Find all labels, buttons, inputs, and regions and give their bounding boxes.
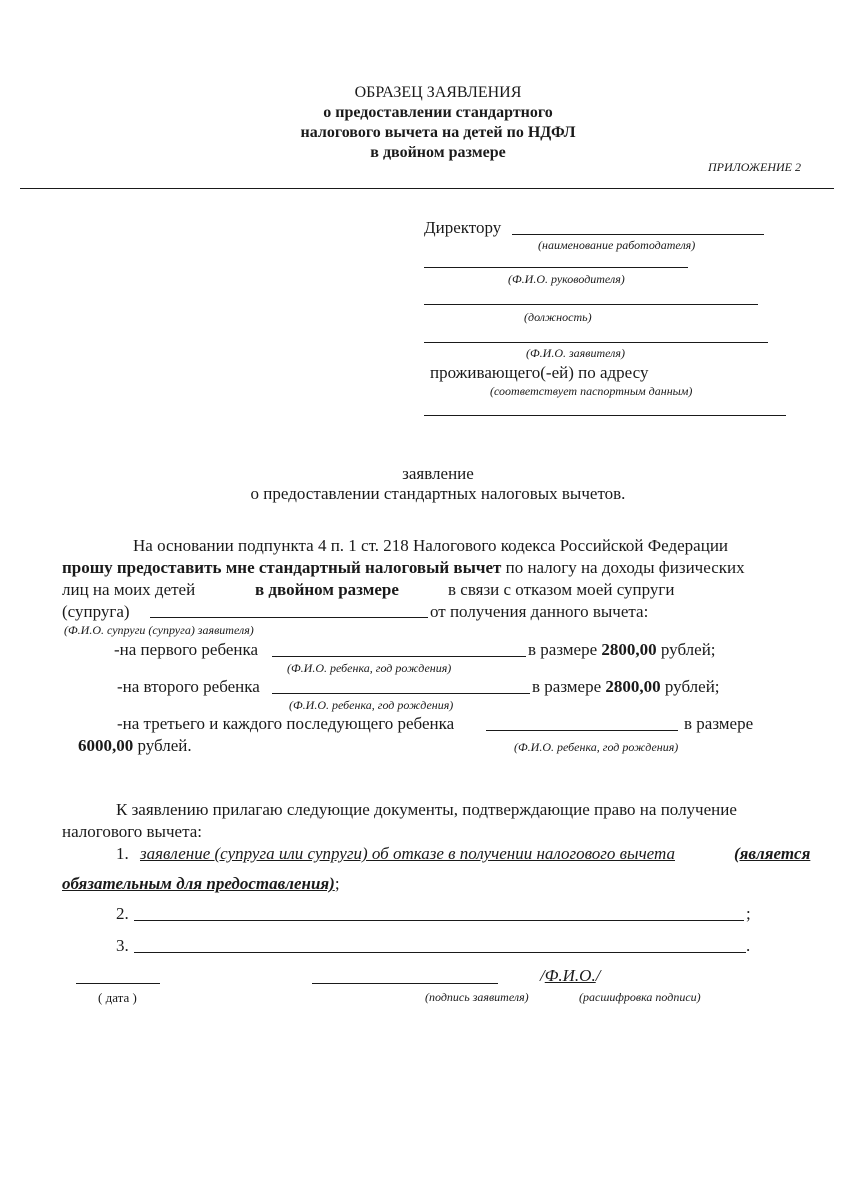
child1-label: -на первого ребенка <box>114 640 259 659</box>
spouse-name-field[interactable] <box>150 617 428 618</box>
child3-hint: (Ф.И.О. ребенка, год рождения) <box>514 740 679 754</box>
body-line-2 <box>62 558 745 578</box>
signature-hint: (подпись заявителя) <box>425 990 529 1004</box>
signature-fio: Ф.И.О. <box>544 966 596 985</box>
child3-label: -на третьего и каждого последующего ребенка <box>117 714 455 733</box>
body-line-3-a: лиц на моих детей <box>62 580 196 599</box>
body-line-4-a: (супруга) <box>62 602 130 621</box>
applicant-field[interactable] <box>424 342 768 343</box>
attachment-1-number: 1. <box>116 844 129 863</box>
attachment-1-bold-b: обязательным для предоставления) <box>62 874 335 893</box>
child2-field[interactable] <box>272 693 530 694</box>
residing-label: проживающего(-ей) по адресу <box>430 363 649 382</box>
child2-amount-post: рублей; <box>660 677 720 696</box>
body-line-3-b: в связи с отказом моей супруги <box>448 580 675 599</box>
child1-hint: (Ф.И.О. ребенка, год рождения) <box>287 661 452 675</box>
decode-hint: (расшифровка подписи) <box>579 990 701 1004</box>
attachment-1-line-2 <box>62 874 340 894</box>
child3-amount: 6000,00 <box>78 736 134 755</box>
child2-amount-pre: в размере <box>532 677 606 696</box>
employer-field[interactable] <box>512 234 764 235</box>
child1-amount-post: рублей; <box>656 640 716 659</box>
child1-amount-line <box>528 640 716 660</box>
appendix-label: ПРИЛОЖЕНИЕ 2 <box>708 160 801 174</box>
child2-label: -на второго ребенка <box>117 677 260 696</box>
attachment-1-text: заявление (супруга или супруги) об отказе в получении налогового вычета <box>140 844 675 863</box>
attachment-2-number: 2. <box>116 904 129 923</box>
position-hint: (должность) <box>524 310 592 324</box>
child2-amount-line <box>532 677 720 697</box>
attachments-intro-1: К заявлению прилагаю следующие документы, подтверждающие право на получение <box>116 800 737 819</box>
attachment-2-field[interactable] <box>134 920 744 921</box>
signature-decode[interactable]: /Ф.И.О./ <box>540 966 601 985</box>
body-line-3-bold: в двойном размере <box>255 580 399 599</box>
director-label: Директору <box>424 218 502 237</box>
child3-field[interactable] <box>486 730 678 731</box>
signature-field[interactable] <box>312 983 498 984</box>
child1-amount-pre: в размере <box>528 640 602 659</box>
body-request-bold: прошу предоставить мне стандартный налоговый вычет <box>62 558 502 577</box>
header-divider <box>20 188 834 189</box>
employer-hint: (наименование работодателя) <box>538 238 696 252</box>
child2-hint: (Ф.И.О. ребенка, год рождения) <box>289 698 454 712</box>
form-title: ОБРАЗЕЦ ЗАЯВЛЕНИЯ <box>354 84 522 101</box>
address-field[interactable] <box>424 415 786 416</box>
child3-amount-line <box>78 736 192 756</box>
attachments-intro-2: налогового вычета: <box>62 822 202 841</box>
child3-amount-post: рублей. <box>133 736 192 755</box>
child3-amount-pre: в размере <box>684 714 754 733</box>
attachment-1-end: ; <box>334 874 340 893</box>
applicant-hint: (Ф.И.О. заявителя) <box>526 346 625 360</box>
doc-title: заявление <box>402 464 474 483</box>
body-line-1: На основании подпункта 4 п. 1 ст. 218 Налогового кодекса Российской Федерации <box>133 536 729 555</box>
attachment-3-number: 3. <box>116 936 129 955</box>
child1-amount: 2800,00 <box>601 640 657 659</box>
body-line-2-rest: по налогу на доходы физических <box>501 558 745 577</box>
body-line-4-b: от получения данного вычета: <box>430 602 649 621</box>
doc-subtitle: о предоставлении стандартных налоговых вычетов. <box>250 484 626 503</box>
date-hint: ( дата ) <box>98 990 137 1005</box>
child2-amount: 2800,00 <box>605 677 661 696</box>
head-name-field[interactable] <box>424 267 688 268</box>
head-name-hint: (Ф.И.О. руководителя) <box>508 272 625 286</box>
child1-field[interactable] <box>272 656 526 657</box>
attachment-3-end: . <box>746 936 751 955</box>
attachment-1-bold-a: (является <box>734 844 811 863</box>
passport-hint: (соответствует паспортным данным) <box>490 384 693 398</box>
form-subtitle-3: в двойном размере <box>370 144 506 161</box>
spouse-hint: (Ф.И.О. супруги (супруга) заявителя) <box>64 623 254 637</box>
date-field[interactable] <box>76 983 160 984</box>
form-subtitle-1: о предоставлении стандартного <box>323 104 553 121</box>
attachment-3-field[interactable] <box>134 952 746 953</box>
attachment-2-end: ; <box>746 904 751 923</box>
position-field[interactable] <box>424 304 758 305</box>
form-subtitle-2: налогового вычета на детей по НДФЛ <box>300 124 576 141</box>
